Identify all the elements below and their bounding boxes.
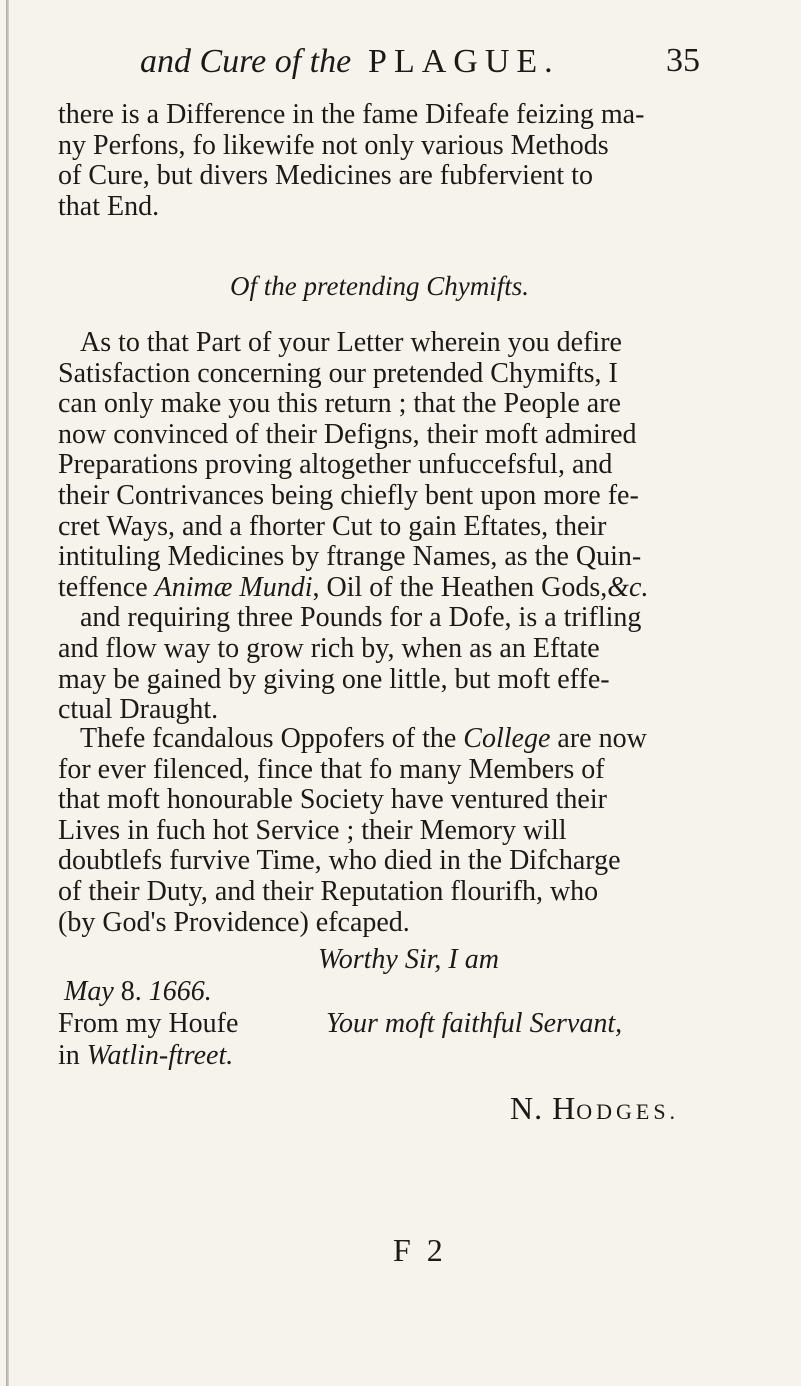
text-line: there is a Difference in the fame Difeafe feizing ma- bbox=[58, 99, 645, 130]
italic-term: College bbox=[463, 723, 551, 754]
signature-surname-initial: H bbox=[552, 1090, 577, 1126]
place-prefix: in bbox=[58, 1040, 87, 1071]
text-line: that End. bbox=[58, 190, 160, 222]
text-fragment: Thefe fcandalous Oppofers of the bbox=[80, 723, 464, 754]
letter-date bbox=[64, 976, 212, 1008]
text-line: intituling Medicines by ftrange Names, as the Quin- bbox=[58, 541, 642, 573]
running-title-plague: PLAGUE. bbox=[368, 43, 560, 80]
text-line: doubtlefs furvive Time, who died in the Difcharge bbox=[58, 845, 621, 877]
text-line: Preparations proving altogether unfuccefsful, and bbox=[58, 449, 613, 481]
running-title: and Cure of the bbox=[140, 43, 352, 80]
text-line: and flow way to grow rich by, when as an Eftate bbox=[58, 632, 600, 664]
italic-term: Animæ Mundi bbox=[154, 571, 313, 603]
text-fragment: are now bbox=[550, 723, 647, 754]
section-heading: Of the pretending Chymifts. bbox=[230, 271, 529, 301]
text-line: of Cure, but divers Medicines are fubfervient to bbox=[58, 160, 593, 192]
text-line: and requiring three Pounds for a Dofe, is a trifling bbox=[80, 602, 642, 634]
signature-initial: N. bbox=[510, 1090, 544, 1126]
text-line: As to that Part of your Letter wherein you defire bbox=[80, 327, 622, 358]
text-line: ny Perfons, fo likewife not only various Methods bbox=[58, 129, 609, 161]
letter-origin: From my Houfe bbox=[58, 1008, 239, 1039]
paragraph-opposers bbox=[58, 724, 738, 938]
text-line bbox=[58, 724, 738, 755]
text-line: for ever filenced, fince that fo many Members of bbox=[58, 753, 605, 785]
text-line: (by God's Providence) efcaped. bbox=[58, 906, 410, 938]
page-number: 35 bbox=[666, 42, 700, 79]
text-line: may be gained by giving one little, but moft effe- bbox=[58, 663, 610, 695]
text-line bbox=[58, 573, 738, 604]
text-fragment: teffence bbox=[58, 571, 155, 603]
text-line: cret Ways, and a fhorter Cut to gain Eftates, their bbox=[58, 510, 607, 542]
text-line: Satisfaction concerning our pretended Chymifts, I bbox=[58, 357, 618, 389]
place-street: Watlin-ftreet. bbox=[86, 1040, 234, 1071]
text-line: can only make you this return ; that the People are bbox=[58, 388, 621, 420]
letter-place bbox=[58, 1040, 233, 1072]
signature-mark: F 2 bbox=[393, 1232, 447, 1268]
valediction: Your moft faithful Servant, bbox=[326, 1008, 623, 1039]
text-line: now convinced of their Defigns, their moft admired bbox=[58, 418, 637, 450]
salutation: Worthy Sir, I am bbox=[318, 944, 499, 975]
italic-abbreviation: &c. bbox=[607, 571, 649, 603]
signature-surname-rest: ODGES. bbox=[576, 1099, 680, 1124]
text-fragment: , Oil of the Heathen Gods, bbox=[312, 571, 608, 603]
paragraph-difference bbox=[58, 100, 738, 222]
text-line: ctual Draught. bbox=[58, 694, 219, 726]
date-year: 1666. bbox=[148, 976, 212, 1007]
running-header bbox=[140, 36, 700, 86]
date-day: 8. bbox=[113, 976, 149, 1007]
page-gutter bbox=[6, 0, 9, 1386]
paragraph-chymists bbox=[58, 328, 738, 726]
text-line: their Contrivances being chiefly bent upon more fe- bbox=[58, 479, 639, 511]
signature bbox=[510, 1090, 679, 1127]
text-line: Lives in fuch hot Service ; their Memory will bbox=[58, 814, 567, 846]
text-line: of their Duty, and their Reputation flourifh, who bbox=[58, 875, 599, 907]
date-month: May bbox=[64, 976, 114, 1007]
text-line: that moft honourable Society have ventured their bbox=[58, 784, 607, 816]
